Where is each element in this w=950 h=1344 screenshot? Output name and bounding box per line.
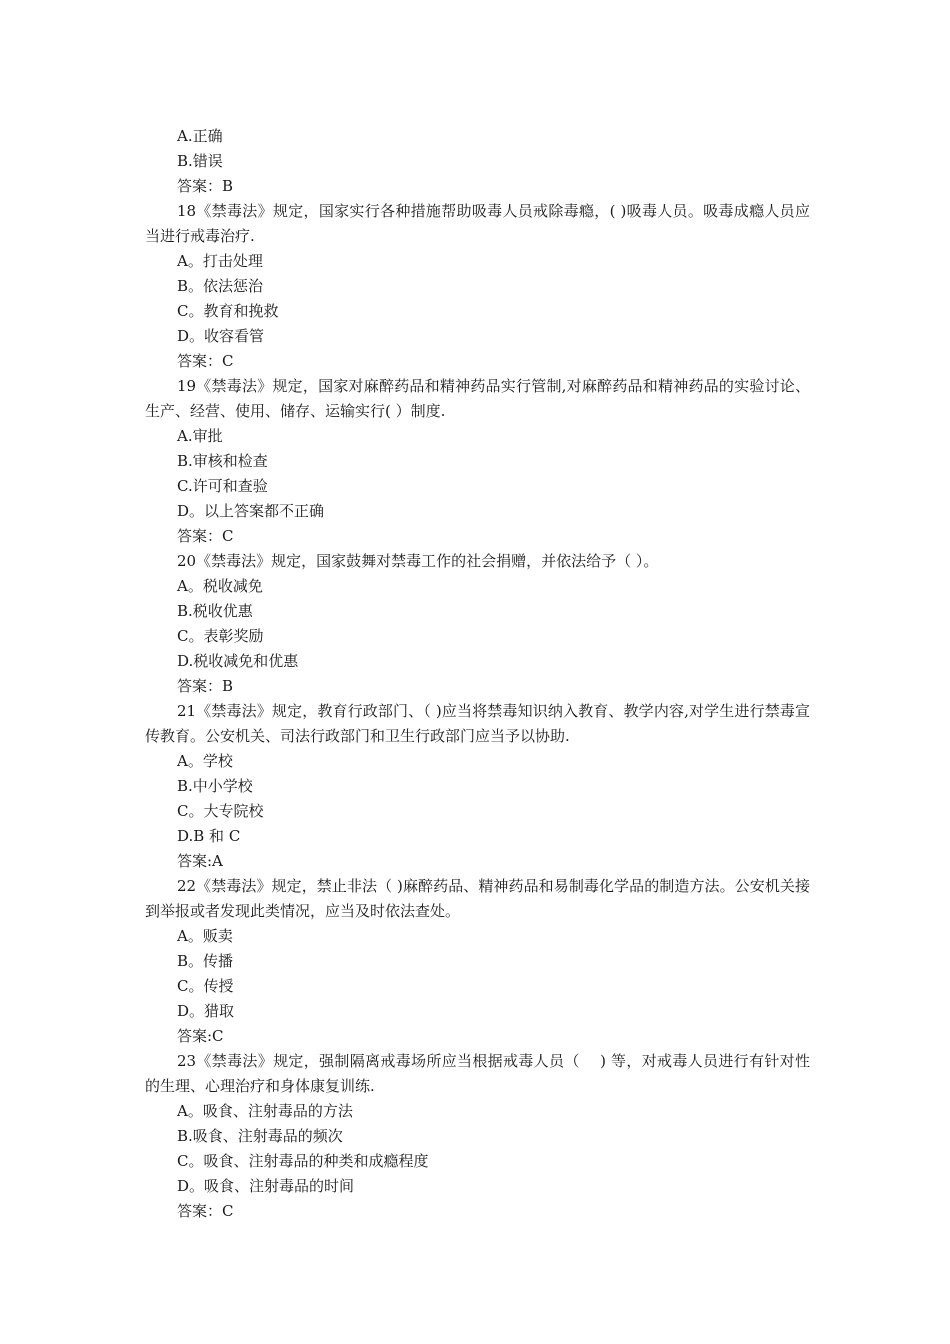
question-21: 21《禁毒法》规定，教育行政部门、（ )应当将禁毒知识纳入教育、教学内容,对学生进行禁毒宣传教育。公安机关、司法行政部门和卫生行政部门应当予以协助.: [145, 702, 810, 745]
option-line: B.中小学校: [177, 777, 253, 795]
option-line: D.税收减免和优惠: [177, 652, 299, 670]
question-18: 18《禁毒法》规定，国家实行各种措施帮助吸毒人员戒除毒瘾，( )吸毒人员。吸毒成瘾人员应当进行戒毒治疗.: [145, 202, 810, 245]
option-line: D。以上答案都不正确: [177, 502, 325, 520]
option-line: B。依法惩治: [177, 277, 264, 295]
option-line: B.审核和检查: [177, 452, 268, 470]
option-line: C.许可和查验: [177, 477, 268, 495]
option-line: C。吸食、注射毒品的种类和成瘾程度: [177, 1152, 429, 1170]
question-20: 20《禁毒法》规定，国家鼓舞对禁毒工作的社会捐赠，并依法给予（ ）。: [177, 552, 659, 570]
answer-line: 答案：C: [177, 527, 234, 545]
answer-line: 答案：C: [177, 352, 234, 370]
question-22: 22《禁毒法》规定，禁止非法（ )麻醉药品、精神药品和易制毒化学品的制造方法。公安机关接到举报或者发现此类情况，应当及时依法查处。: [145, 877, 810, 920]
option-line: D。吸食、注射毒品的时间: [177, 1177, 355, 1195]
option-line: A。打击处理: [177, 252, 263, 270]
option-line: D。猎取: [177, 1002, 235, 1020]
document-body: [145, 124, 810, 1224]
option-line: B.错误: [177, 152, 223, 170]
answer-line: 答案:A: [177, 852, 223, 870]
option-line: B.吸食、注射毒品的频次: [177, 1127, 343, 1145]
option-line: C。传授: [177, 977, 234, 995]
answer-line: 答案：B: [177, 177, 234, 195]
option-line: A。学校: [177, 752, 233, 770]
option-line: A.审批: [177, 427, 223, 445]
option-line: B。传播: [177, 952, 234, 970]
option-line: C。表彰奖励: [177, 627, 264, 645]
option-line: C。大专院校: [177, 802, 264, 820]
option-line: C。教育和挽救: [177, 302, 279, 320]
option-line: B.税收优惠: [177, 602, 253, 620]
option-line: D.B 和 C: [177, 827, 241, 845]
option-line: A.正确: [177, 127, 223, 145]
question-23: 23《禁毒法》规定，强制隔离戒毒场所应当根据戒毒人员（ ) 等，对戒毒人员进行有针对性的生理、心理治疗和身体康复训练.: [145, 1052, 810, 1095]
question-19: 19《禁毒法》规定，国家对麻醉药品和精神药品实行管制,对麻醉药品和精神药品的实验讨论、生产、经营、使用、储存、运输实行( ）制度.: [145, 377, 810, 420]
answer-line: 答案:C: [177, 1027, 224, 1045]
answer-line: 答案：B: [177, 677, 234, 695]
option-line: A。税收减免: [177, 577, 263, 595]
option-line: D。收容看管: [177, 327, 265, 345]
answer-line: 答案：C: [177, 1202, 234, 1220]
option-line: A。吸食、注射毒品的方法: [177, 1102, 353, 1120]
option-line: A。贩卖: [177, 927, 233, 945]
